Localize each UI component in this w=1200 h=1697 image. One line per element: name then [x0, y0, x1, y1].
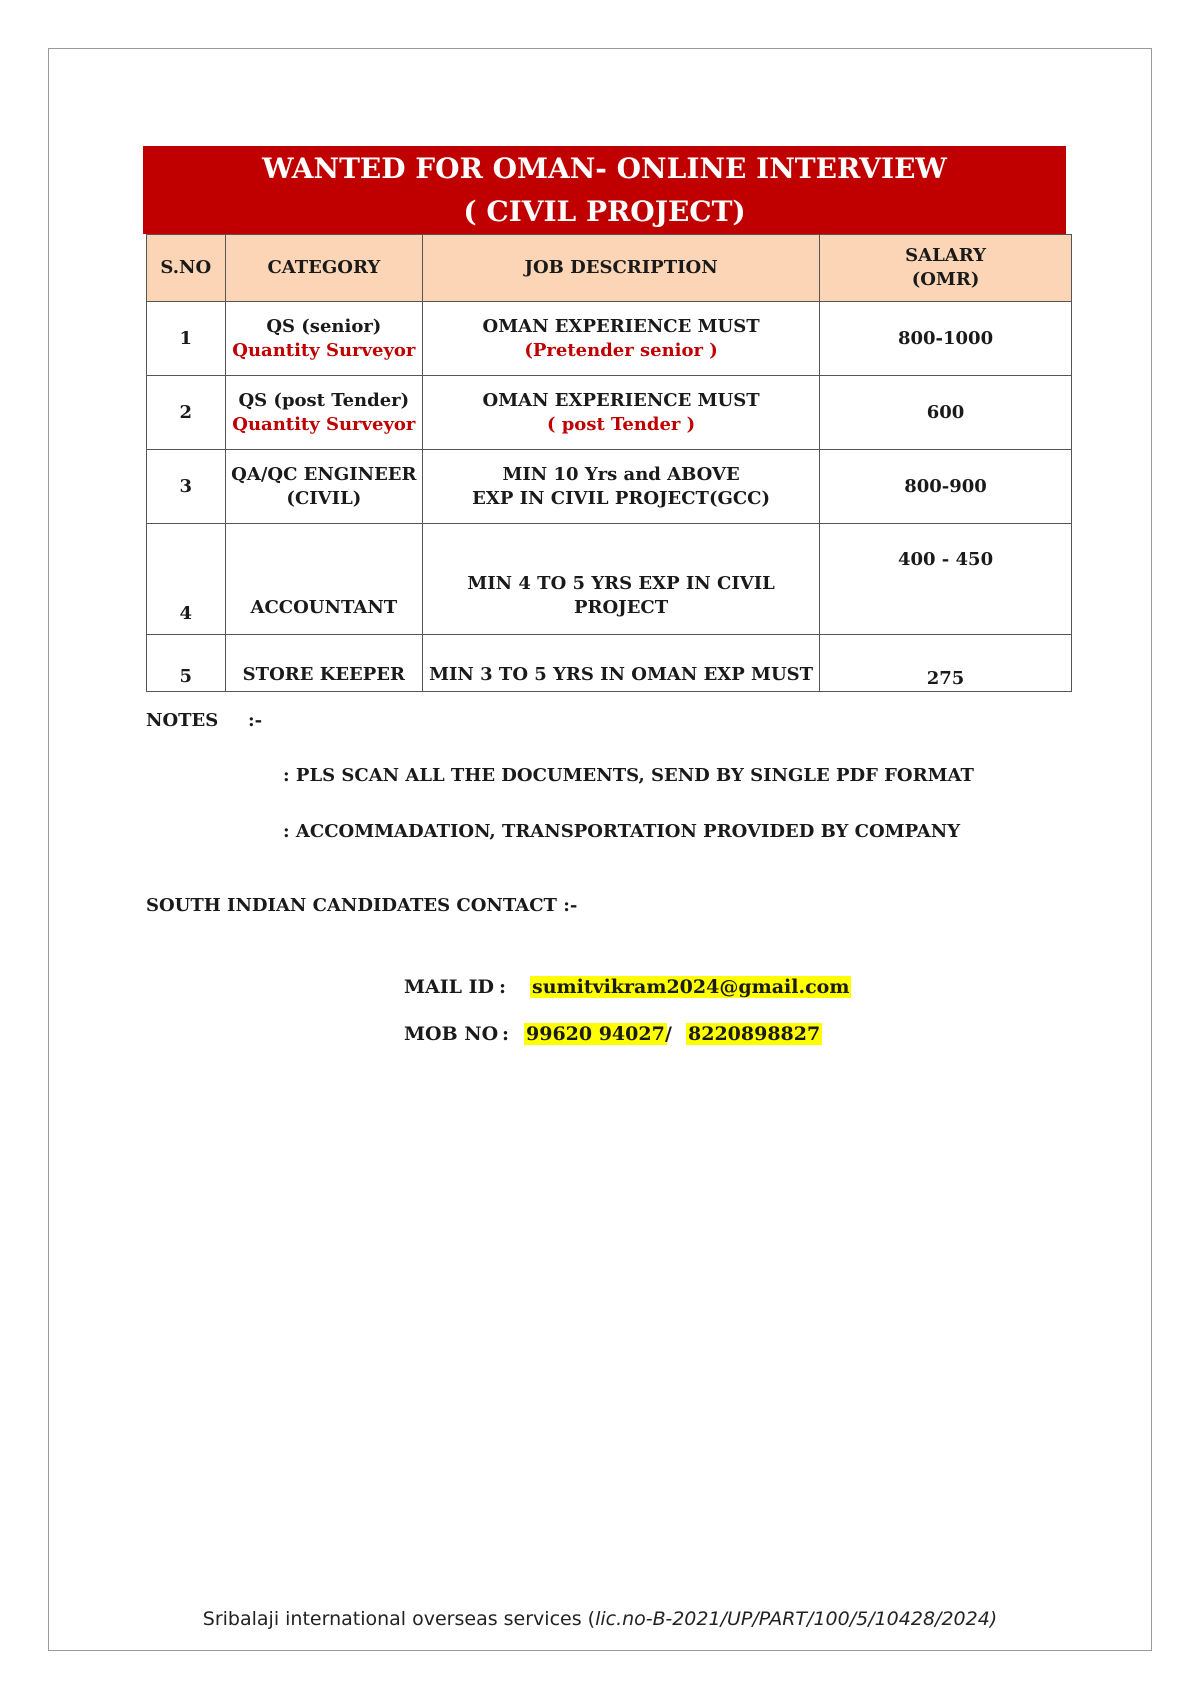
note-item: : PLS SCAN ALL THE DOCUMENTS, SEND BY SINGLE PDF FORMAT — [283, 765, 974, 786]
cell-sno: 3 — [147, 450, 226, 524]
footer-company: Sribalaji international overseas services ( — [202, 1608, 596, 1630]
cell-salary: 800-900 — [820, 450, 1072, 524]
cell-sno: 5 — [147, 635, 226, 692]
description-subtext: EXP IN CIVIL PROJECT(GCC) — [472, 487, 771, 509]
description-text: MIN 10 Yrs and ABOVE — [502, 463, 740, 485]
cell-salary: 400 - 450 — [820, 524, 1072, 635]
notes-colon: :- — [248, 710, 263, 731]
mobile-number-1[interactable]: 99620 94027 — [526, 1023, 665, 1045]
description-text: OMAN EXPERIENCE MUST — [482, 389, 760, 411]
mail-separator: : — [499, 976, 507, 998]
table-row — [147, 302, 1072, 376]
cell-category — [225, 302, 422, 376]
header-job-description: JOB DESCRIPTION — [423, 235, 820, 302]
cell-category — [225, 450, 422, 524]
cell-sno: 2 — [147, 376, 226, 450]
title-banner — [143, 146, 1066, 234]
note-item: : ACCOMMADATION, TRANSPORTATION PROVIDED BY COMPANY — [283, 821, 961, 842]
cell-salary: 600 — [820, 376, 1072, 450]
cell-salary: 800-1000 — [820, 302, 1072, 376]
cell-description — [423, 376, 820, 450]
banner-subtitle: ( CIVIL PROJECT) — [463, 195, 746, 228]
contact-heading: SOUTH INDIAN CANDIDATES CONTACT :- — [146, 895, 578, 916]
mobile-number-2[interactable]: 8220898827 — [688, 1023, 821, 1045]
footer-license-number: lic.no-B-2021/UP/PART/100/5/10428/2024) — [595, 1608, 998, 1630]
mob-number-wrap-2 — [686, 1023, 822, 1045]
category-subtitle: Quantity Surveyor — [232, 339, 416, 361]
table-row — [147, 376, 1072, 450]
notes-label: NOTES — [146, 710, 219, 731]
cell-category: ACCOUNTANT — [225, 524, 422, 635]
cell-description — [423, 302, 820, 376]
cell-description — [423, 450, 820, 524]
mob-separator: : — [502, 1023, 510, 1045]
mail-label: MAIL ID — [404, 976, 494, 998]
table-row — [147, 524, 1072, 635]
header-salary-unit: (OMR) — [911, 269, 980, 290]
cell-category: STORE KEEPER — [225, 635, 422, 692]
category-subtitle: Quantity Surveyor — [232, 413, 416, 435]
cell-sno: 4 — [147, 524, 226, 635]
mail-address[interactable]: sumitvikram2024@gmail.com — [532, 976, 850, 998]
header-category: CATEGORY — [225, 235, 422, 302]
header-salary-label: SALARY — [905, 245, 986, 266]
mail-address-wrap — [530, 976, 851, 998]
cell-sno: 1 — [147, 302, 226, 376]
table-row — [147, 635, 1072, 692]
category-subtitle: (CIVIL) — [286, 487, 362, 509]
description-subtext: (Pretender senior ) — [524, 339, 718, 361]
mob-slash: / — [665, 1023, 672, 1045]
banner-title: WANTED FOR OMAN- ONLINE INTERVIEW — [262, 152, 947, 185]
category-title: QS (senior) — [266, 315, 382, 337]
header-salary — [820, 235, 1072, 302]
description-text: OMAN EXPERIENCE MUST — [482, 315, 760, 337]
cell-description: MIN 3 TO 5 YRS IN OMAN EXP MUST — [423, 635, 820, 692]
table-header-row — [147, 235, 1072, 302]
cell-description: MIN 4 TO 5 YRS EXP IN CIVIL PROJECT — [423, 524, 820, 635]
cell-category — [225, 376, 422, 450]
jobs-table — [146, 234, 1072, 692]
category-title: QS (post Tender) — [238, 389, 410, 411]
mob-number-wrap — [524, 1023, 667, 1045]
cell-salary: 275 — [820, 635, 1072, 692]
footer-license — [0, 1608, 1200, 1630]
header-sno: S.NO — [147, 235, 226, 302]
table-row — [147, 450, 1072, 524]
mob-label: MOB NO — [404, 1023, 499, 1045]
description-subtext: ( post Tender ) — [546, 413, 696, 435]
category-title: QA/QC ENGINEER — [231, 463, 417, 485]
